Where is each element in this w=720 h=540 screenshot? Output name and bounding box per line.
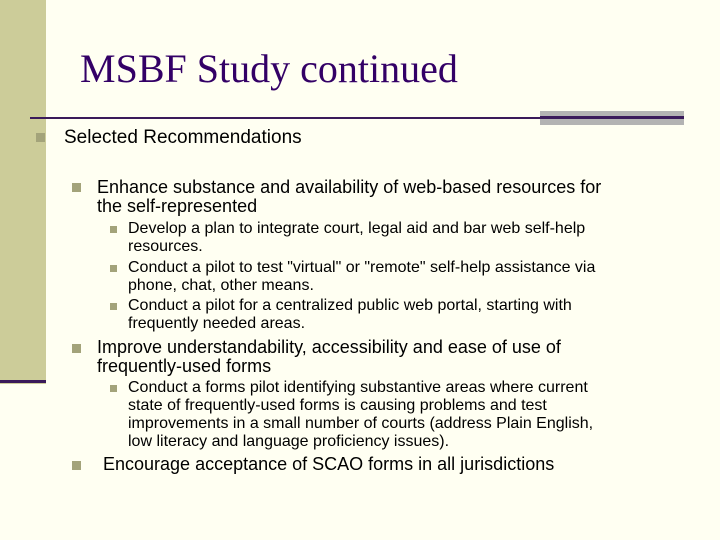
main-bullet-text: Selected Recommendations <box>64 127 302 148</box>
section-heading-line: Encourage acceptance of SCAO forms in all jurisdictions <box>103 454 555 474</box>
list-item-line: resources. <box>128 238 203 255</box>
list-item-line: Conduct a forms pilot identifying substantive areas where current <box>128 379 588 396</box>
bullet-icon <box>110 385 117 392</box>
bullet-icon <box>72 344 81 353</box>
bullet-icon <box>110 265 117 272</box>
section-heading-line: Improve understandability, accessibility and ease of use of <box>97 337 561 357</box>
list-item-line: Conduct a pilot for a centralized public web portal, starting with <box>128 297 572 314</box>
left-accent-bar <box>0 0 46 384</box>
list-item-line: low literacy and language proficiency issues). <box>128 433 450 450</box>
section-heading-line: the self-represented <box>97 196 258 216</box>
slide-title: MSBF Study continued <box>80 46 458 91</box>
bullet-icon <box>72 183 81 192</box>
list-item-line: state of frequently-used forms is causing problems and test <box>128 397 547 414</box>
title-divider <box>30 117 540 119</box>
list-item-line: phone, chat, other means. <box>128 277 314 294</box>
list-item-line: Develop a plan to integrate court, legal aid and bar web self-help <box>128 220 586 237</box>
bullet-icon <box>72 461 81 470</box>
bullet-icon <box>36 133 45 142</box>
left-accent-line <box>0 380 46 383</box>
list-item-line: improvements in a small number of courts (address Plain English, <box>128 415 594 432</box>
section-heading-line: frequently-used forms <box>97 356 272 376</box>
title-divider-accent <box>540 111 684 125</box>
list-item-line: frequently needed areas. <box>128 315 306 332</box>
bullet-icon <box>110 226 117 233</box>
section-heading-line: Enhance substance and availability of web-based resources for <box>97 177 602 197</box>
bullet-icon <box>110 303 117 310</box>
list-item-line: Conduct a pilot to test "virtual" or "remote" self-help assistance via <box>128 259 596 276</box>
